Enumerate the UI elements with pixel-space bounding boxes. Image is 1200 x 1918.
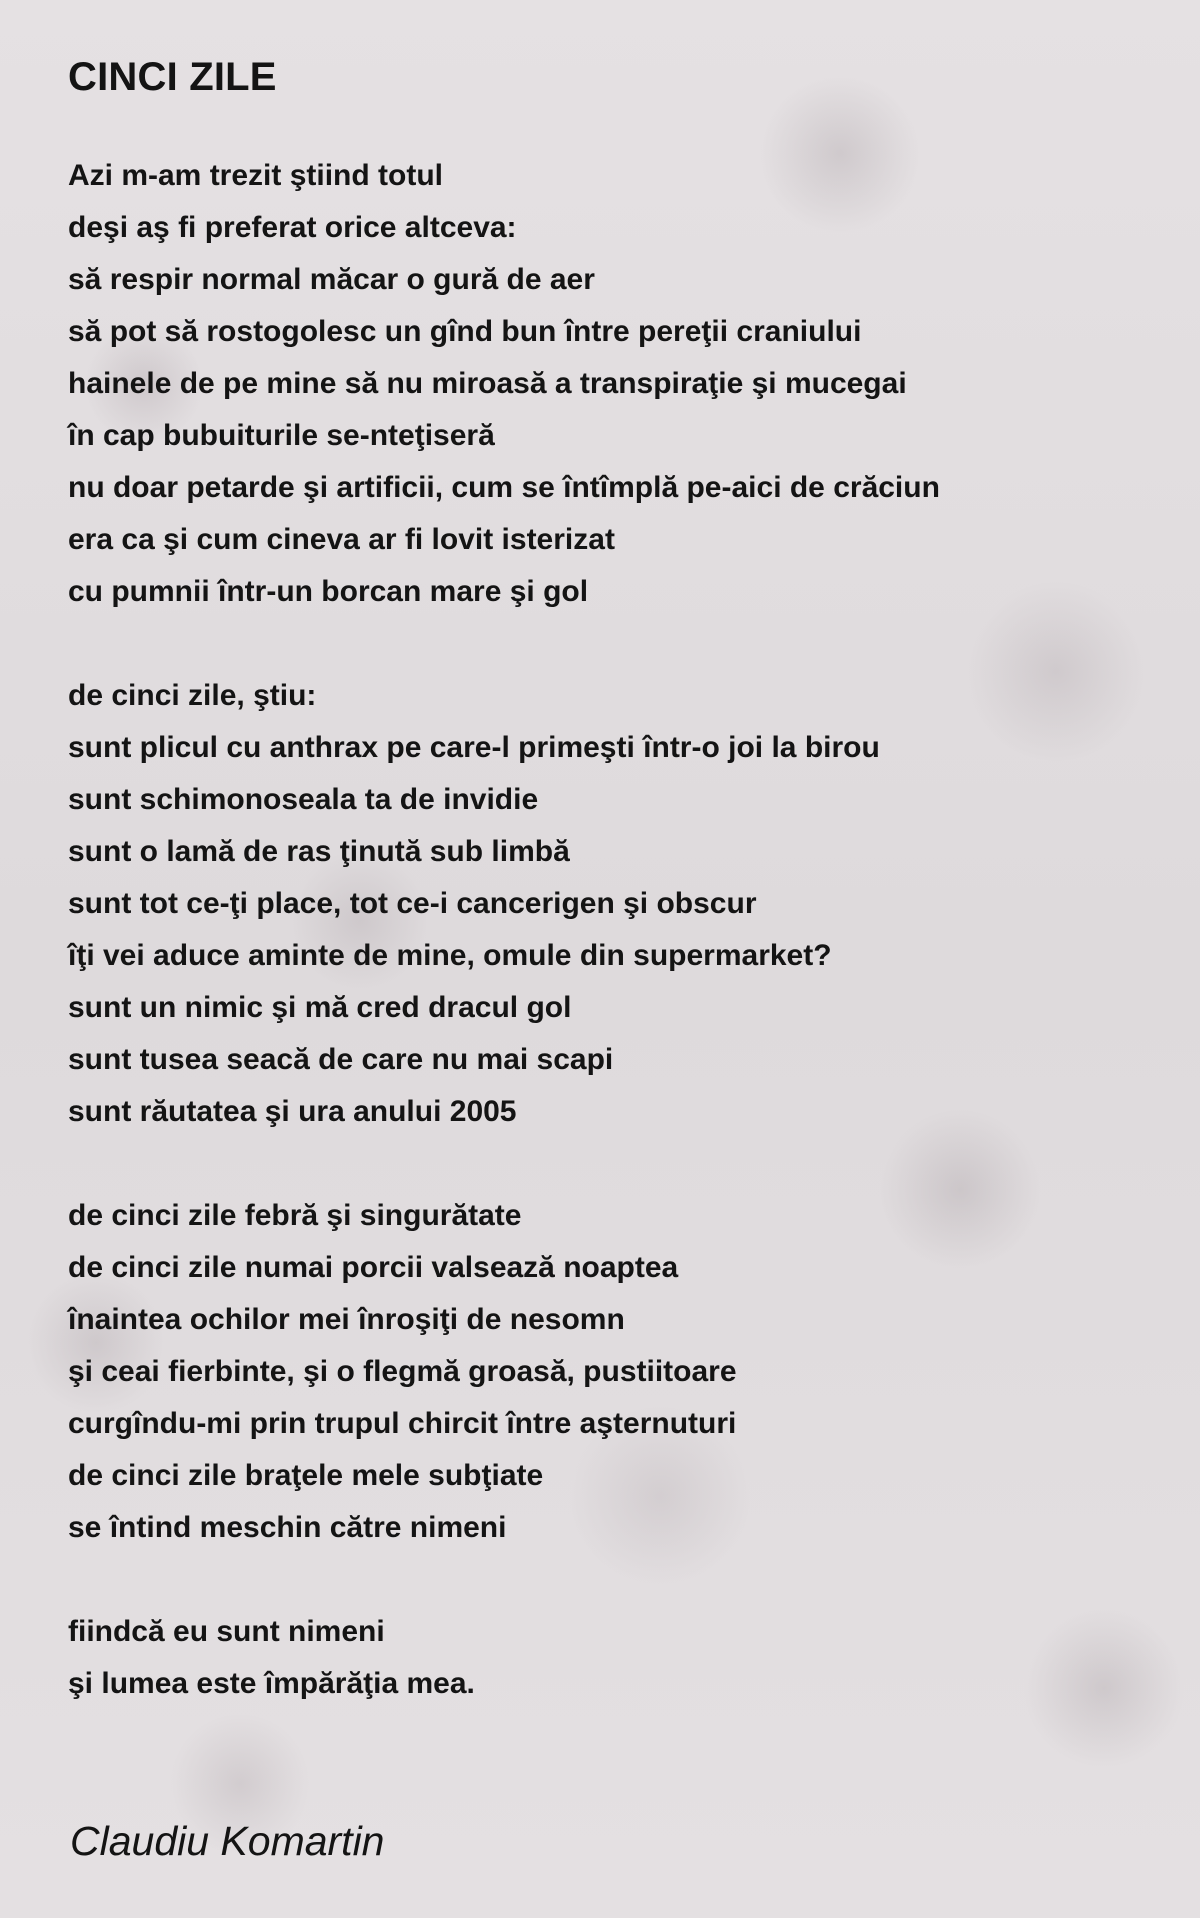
poem-body [68, 150, 1168, 1710]
poem-line: Azi m-am trezit ştiind totul [68, 159, 443, 192]
poem-line: se întind meschin către nimeni [68, 1511, 507, 1544]
stanza-gap [68, 1138, 1168, 1190]
poem-line: sunt un nimic şi mă cred dracul gol [68, 991, 572, 1024]
stanza-gap [68, 618, 1168, 670]
poem-line: şi lumea este împărăţia mea. [68, 1667, 475, 1700]
stanza-1 [68, 150, 1168, 618]
poem-line: în cap bubuiturile se-nteţiseră [68, 419, 495, 452]
poem-line: de cinci zile numai porcii valsează noaptea [68, 1251, 679, 1284]
poem-line: nu doar petarde şi artificii, cum se întîmplă pe-aici de crăciun [68, 471, 940, 504]
poem-line: de cinci zile braţele mele subţiate [68, 1459, 544, 1492]
poem-line: sunt răutatea şi ura anului 2005 [68, 1095, 517, 1128]
poem-line: şi ceai fierbinte, şi o flegmă groasă, pustiitoare [68, 1355, 737, 1388]
poem-line: era ca şi cum cineva ar fi lovit isterizat [68, 523, 615, 556]
poem-line: fiindcă eu sunt nimeni [68, 1615, 385, 1648]
poem-line: hainele de pe mine să nu miroasă a transpiraţie şi mucegai [68, 367, 907, 400]
poem-line: îţi vei aduce aminte de mine, omule din supermarket? [68, 939, 832, 972]
poem-line: sunt tot ce-ţi place, tot ce-i cancerigen şi obscur [68, 887, 757, 920]
poem-line: curgîndu-mi prin trupul chircit între aşternuturi [68, 1407, 737, 1440]
poem-line: de cinci zile febră şi singurătate [68, 1199, 522, 1232]
stanza-gap [68, 1554, 1168, 1606]
poem-line: sunt tusea seacă de care nu mai scapi [68, 1043, 614, 1076]
stanza-4 [68, 1606, 1168, 1710]
poem-author: Claudiu Komartin [70, 1818, 385, 1864]
poem-line: de cinci zile, ştiu: [68, 679, 317, 712]
poem-line: sunt o lamă de ras ţinută sub limbă [68, 835, 570, 868]
poem-line: sunt schimonoseala ta de invidie [68, 783, 539, 816]
poem-title: CINCI ZILE [68, 55, 277, 99]
poem-line: să respir normal măcar o gură de aer [68, 263, 595, 296]
poem-line: sunt plicul cu anthrax pe care-l primeşti într-o joi la birou [68, 731, 880, 764]
poem-line: deşi aş fi preferat orice altceva: [68, 211, 517, 244]
stanza-2 [68, 670, 1168, 1138]
poem-line: să pot să rostogolesc un gînd bun între pereţii craniului [68, 315, 862, 348]
poem-line: înaintea ochilor mei înroşiţi de nesomn [68, 1303, 625, 1336]
stanza-3 [68, 1190, 1168, 1554]
poem-line: cu pumnii într-un borcan mare şi gol [68, 575, 589, 608]
